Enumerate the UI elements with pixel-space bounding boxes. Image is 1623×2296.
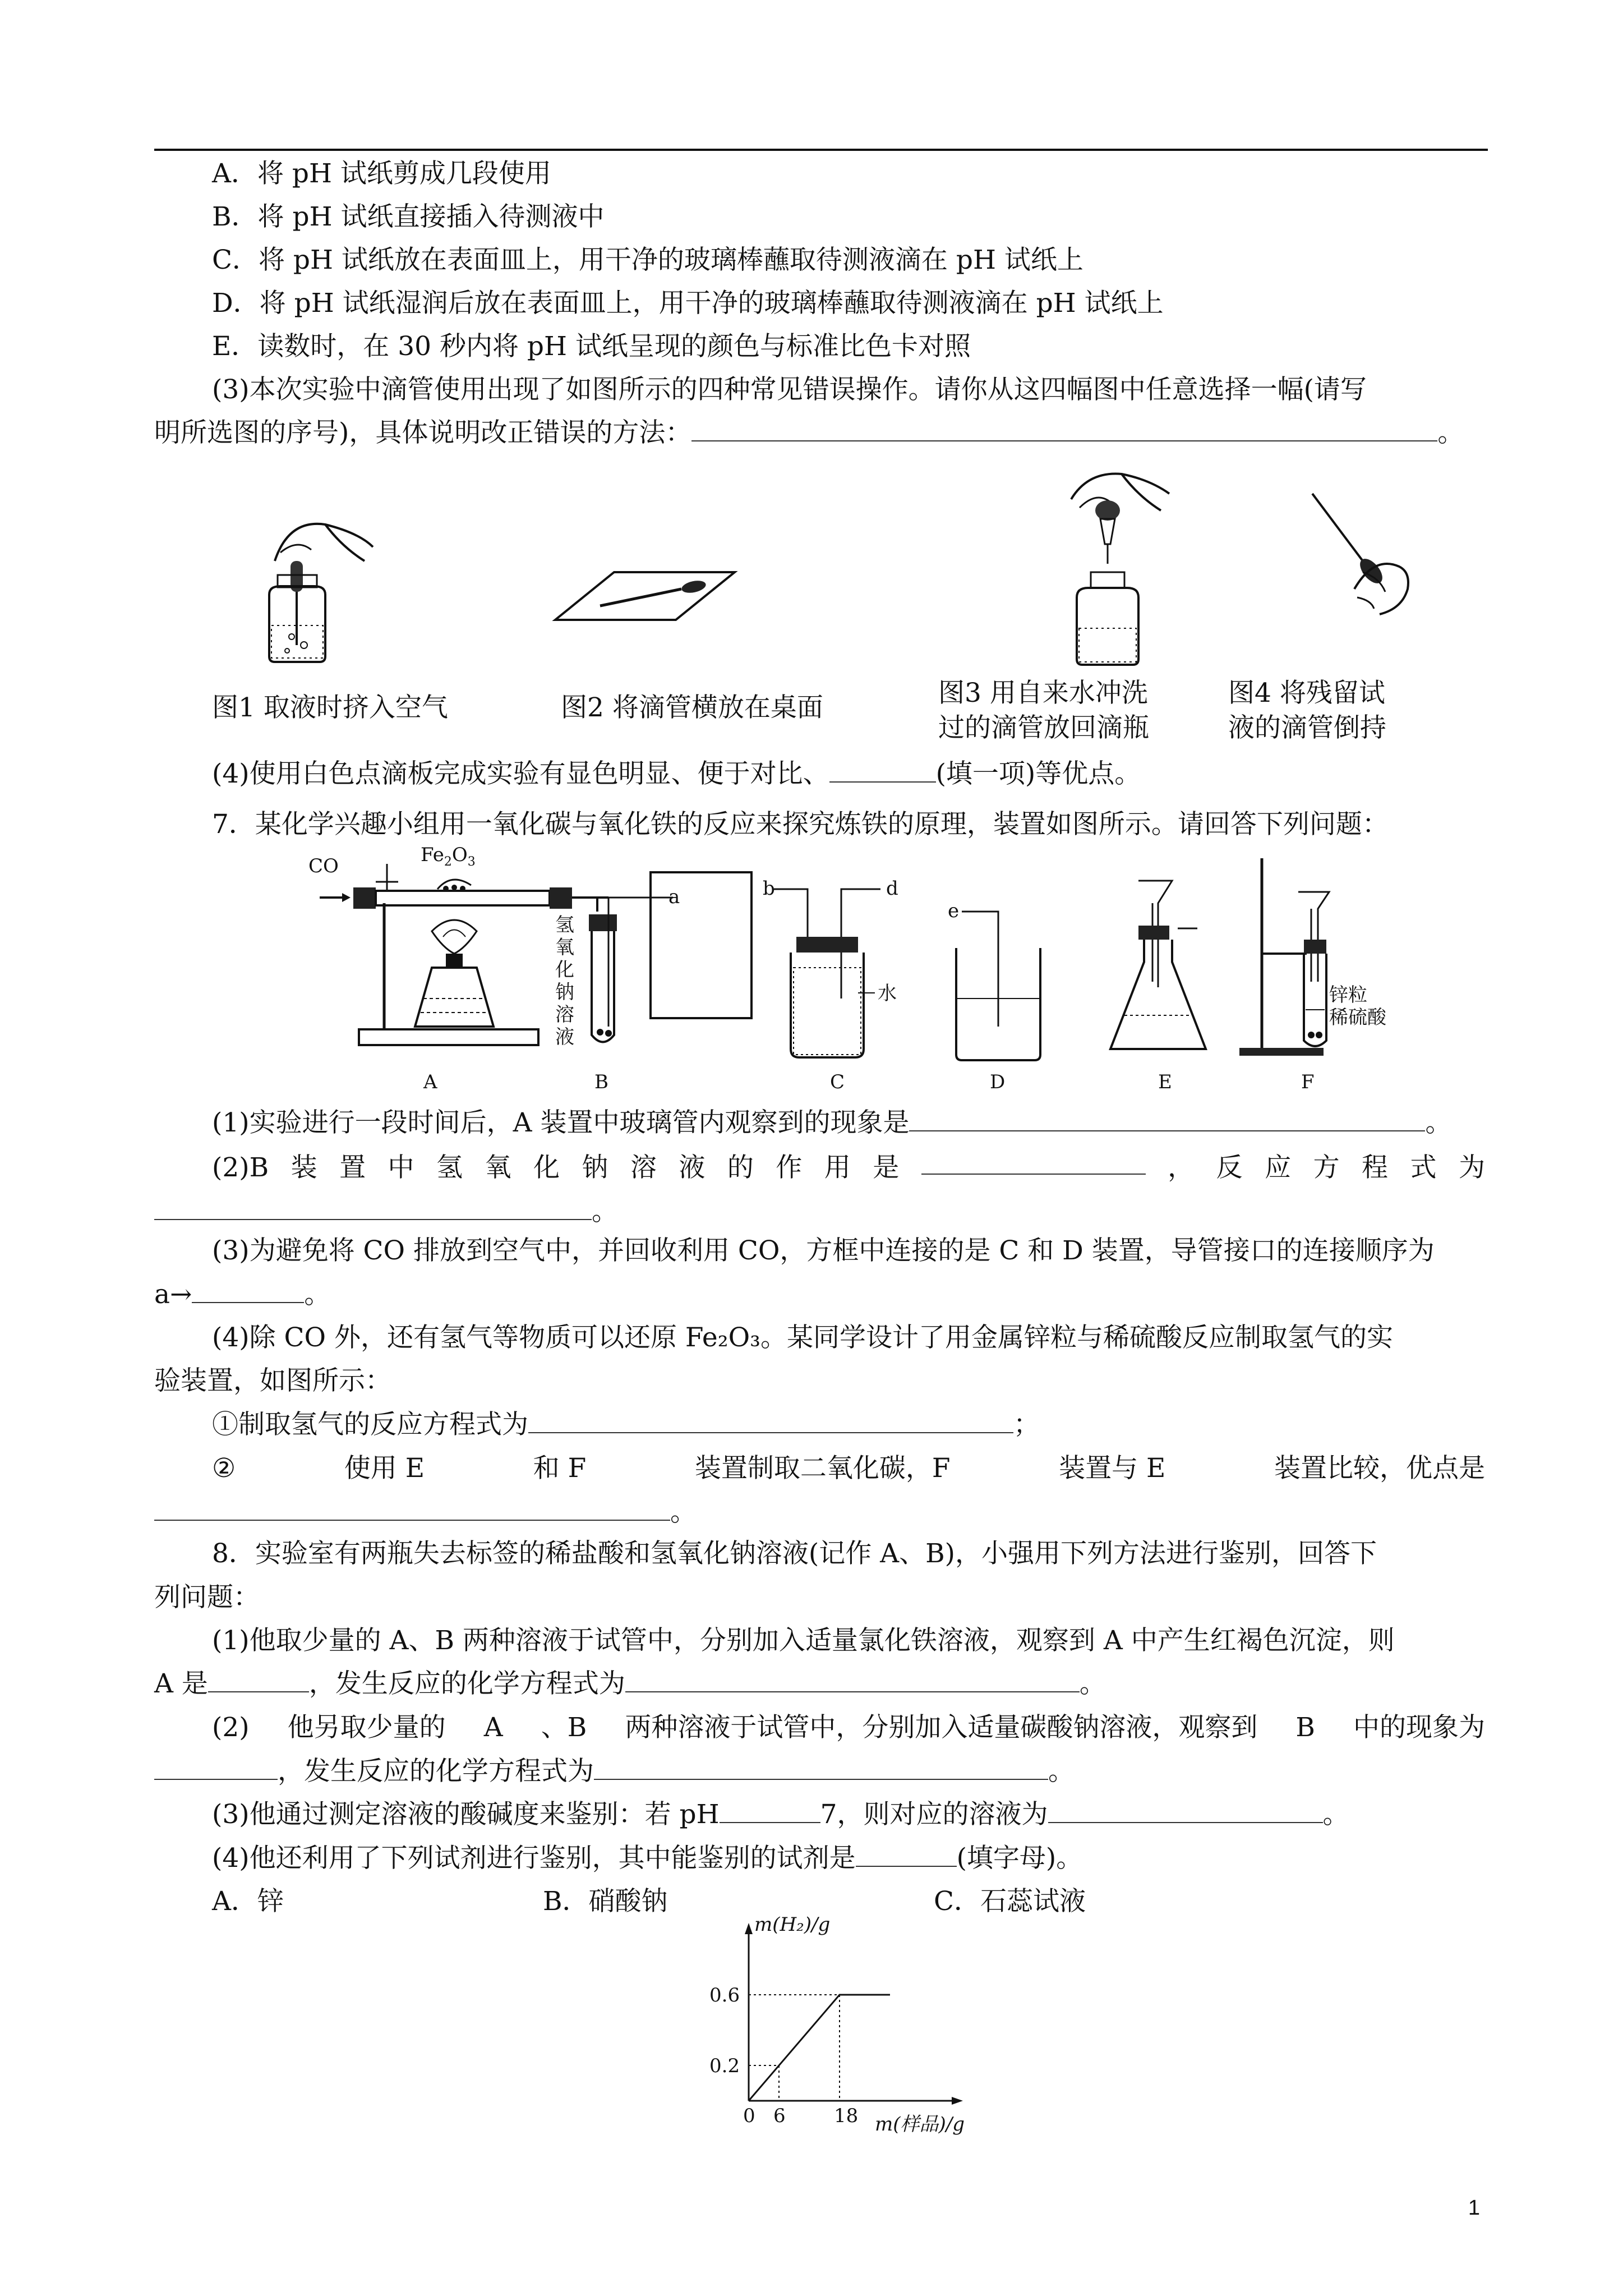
y-tick-label-0.2: 0.2 [709, 2055, 740, 2077]
q8-opt-a: A．锌 [212, 1886, 284, 1917]
q7-2: (2)B 装 置 中 氢 氧 化 钠 溶 液 的 作 用 是 ， 反 应 方 程 式 为 [212, 1152, 1485, 1183]
zinc-label: 锌粒 [1329, 984, 1367, 1006]
q6-3-line2: 明所选图的序号)，具体说明改正错误的方法： 。 [154, 417, 1464, 448]
figure-4-caption-1: 图4 将残留试 [1228, 678, 1385, 708]
acid-label: 稀硫酸 [1329, 1006, 1386, 1029]
app-label-b: B [594, 1071, 608, 1093]
q7-2-line2: 。 [154, 1195, 618, 1228]
q7-4-sub2-line2: 。 [154, 1496, 697, 1529]
option-b: B．将 pH 试纸直接插入待测液中 [212, 201, 605, 232]
figure-2-dropper-on-table [552, 567, 737, 628]
x-axis-arrow [952, 2097, 963, 2105]
port-e: e [948, 900, 960, 922]
naoh-char-1: 氢 [555, 914, 574, 936]
q7-4-line1: (4)除 CO 外，还有氢气等物质可以还原 Fe₂O₃。某同学设计了用金属锌粒与稀硫酸反应制取氢气的实 [212, 1322, 1393, 1353]
figure-1-dropper-squeeze [258, 508, 381, 665]
fe2o3-label: $Fe_2O_3$ [421, 844, 476, 869]
q7-4-line2: 验装置，如图所示： [154, 1365, 391, 1396]
y-tick-label-0.6: 0.6 [709, 1984, 740, 2007]
q7-stem: 7．某化学兴趣小组用一氧化碳与氧化铁的反应来探究炼铁的原理，装置如图所示。请回答下列问题： [212, 809, 1389, 840]
port-a: a [668, 886, 680, 908]
figure-3-dropper-back-to-bottle [1066, 466, 1178, 668]
q7-3-line2: a→ 。 [154, 1279, 331, 1310]
header-rule [154, 149, 1488, 151]
q8-2-line2: ，发生反应的化学方程式为 。 [154, 1755, 1075, 1788]
q8-opt-b: B．硝酸钠 [543, 1886, 668, 1917]
q8-4: (4)他还利用了下列试剂进行鉴别，其中能鉴别的试剂是 (填字母)。 [212, 1843, 1083, 1874]
x-tick-label-18: 18 [834, 2105, 859, 2127]
x-axis-label: m(样品)/g [875, 2113, 965, 2136]
naoh-char-3: 化 [555, 959, 574, 981]
app-label-e: E [1158, 1071, 1172, 1093]
q8-1-line1: (1)他取少量的 A、B 两种溶液于试管中，分别加入适量氯化铁溶液，观察到 A 中产生红褐色沉淀，则 [212, 1625, 1395, 1656]
naoh-char-6: 液 [555, 1026, 574, 1048]
app-label-a: A [423, 1071, 437, 1093]
q8-3: (3)他通过测定溶液的酸碱度来鉴别：若 pH 7，则对应的溶液为 。 [212, 1799, 1349, 1830]
q6-4: (4)使用白色点滴板完成实验有显色明显、便于对比、 (填一项)等优点。 [212, 758, 1141, 789]
q7-1: (1)实验进行一段时间后，A 装置中玻璃管内观察到的现象是 。 [212, 1107, 1452, 1138]
hydrogen-mass-chart [695, 1913, 1009, 2143]
q8-opt-c: C．石蕊试液 [934, 1886, 1086, 1917]
y-axis-arrow [745, 1923, 753, 1934]
port-b: b [763, 877, 775, 900]
naoh-char-2: 氧 [555, 936, 574, 959]
figure-4-caption-2: 液的滴管倒持 [1228, 712, 1386, 743]
figure-1-caption: 图1 取液时挤入空气 [212, 692, 448, 723]
water-label: 水 [878, 982, 897, 1005]
figure-3-caption-1: 图3 用自来水冲洗 [938, 678, 1148, 708]
figure-2-caption: 图2 将滴管横放在桌面 [561, 692, 823, 723]
page-number: 1 [1468, 2196, 1480, 2220]
naoh-char-5: 溶 [555, 1004, 574, 1026]
figure-3-caption-2: 过的滴管放回滴瓶 [938, 712, 1149, 743]
q6-3-line1: (3)本次实验中滴管使用出现了如图所示的四种常见错误操作。请你从这四幅图中任意选择一幅(请写 [212, 374, 1367, 405]
q7-apparatus-diagram [303, 841, 1402, 1094]
app-label-d: D [990, 1071, 1006, 1093]
q7-4-sub2: ② 使用 E 和 F 装置制取二氧化碳，F 装置与 E 装置比较，优点是 [212, 1453, 1485, 1484]
figure-4-dropper-inverted [1301, 488, 1413, 617]
q7-3-line1: (3)为避免将 CO 排放到空气中，并回收利用 CO，方框中连接的是 C 和 D 装置，导管接口的连接顺序为 [212, 1235, 1435, 1266]
co-label: CO [308, 855, 339, 877]
q8-stem-2: 列问题： [154, 1582, 260, 1613]
series-line [749, 1995, 890, 2101]
app-label-c: C [830, 1071, 845, 1093]
option-c: C．将 pH 试纸放在表面皿上，用干净的玻璃棒蘸取待测液滴在 pH 试纸上 [212, 245, 1083, 275]
option-e: E．读数时，在 30 秒内将 pH 试纸呈现的颜色与标准比色卡对照 [212, 331, 971, 362]
option-a: A．将 pH 试纸剪成几段使用 [212, 158, 551, 189]
option-d: D．将 pH 试纸湿润后放在表面皿上，用干净的玻璃棒蘸取待测液滴在 pH 试纸上 [212, 288, 1164, 319]
naoh-char-4: 钠 [555, 981, 574, 1004]
port-d: d [886, 877, 898, 900]
q8-stem-1: 8．实验室有两瓶失去标签的稀盐酸和氢氧化钠溶液(记作 A、B)，小强用下列方法进行鉴别，回答下 [212, 1538, 1377, 1569]
y-axis-label: m(H₂)/g [754, 1913, 831, 1936]
q8-2-line1: (2) 他另取少量的 A 、B 两种溶液于试管中，分别加入适量碳酸钠溶液，观察到 B 中的现象为 [212, 1712, 1485, 1743]
app-label-f: F [1301, 1071, 1315, 1093]
q8-1-line2: A 是 ，发生反应的化学方程式为 。 [154, 1668, 1106, 1699]
x-tick-label-6: 6 [773, 2105, 786, 2127]
q7-4-sub1: ①制取氢气的反应方程式为 ； [212, 1409, 1040, 1440]
x-tick-label-0: 0 [743, 2105, 755, 2127]
